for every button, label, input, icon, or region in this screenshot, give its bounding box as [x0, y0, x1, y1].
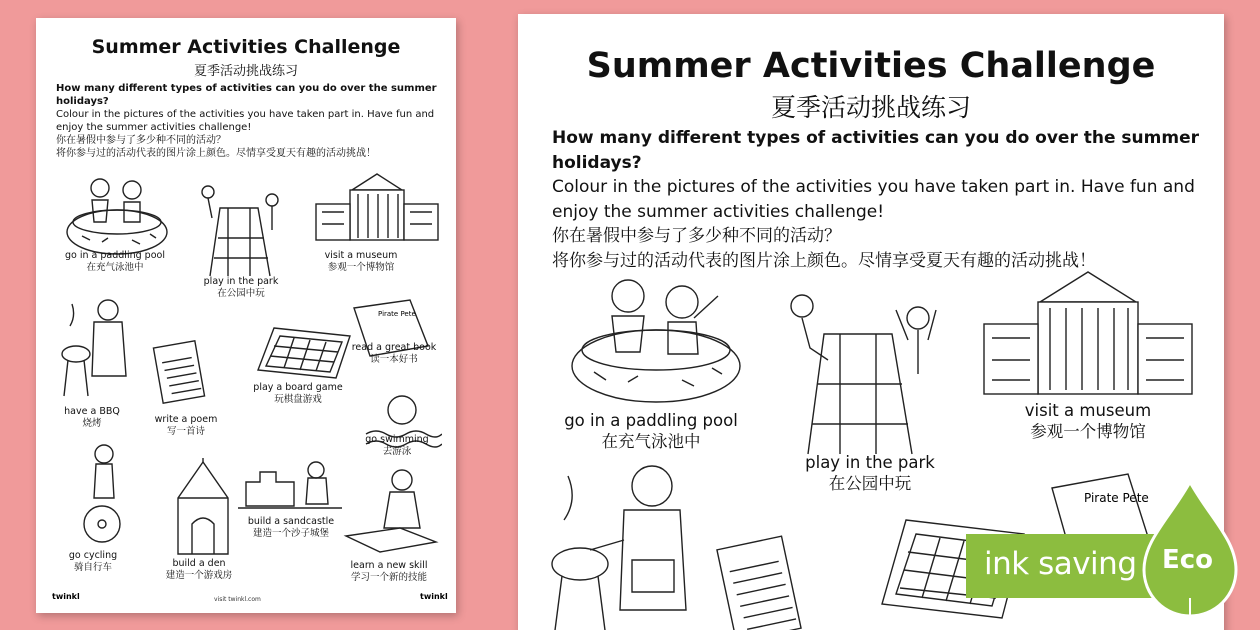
question-chinese: 你在暑假中参与了多少种不同的活动？: [56, 135, 226, 146]
ink-saving-label: ink saving: [984, 546, 1137, 582]
instruction-chinese: 将你参与过的活动代表的图片涂上颜色。尽情享受夏天有趣的活动挑战！: [552, 250, 1096, 271]
book-cover-text: Pirate Pete: [378, 310, 416, 318]
twinkl-logo-right: twinkl: [420, 592, 448, 601]
question: How many different types of activities can you do over the summer holidays?: [552, 128, 1199, 173]
activity-label: play a board game 玩棋盘游戏: [253, 382, 343, 405]
instruction-chinese: 将你参与过的活动代表的图片涂上颜色。尽情享受夏天有趣的活动挑战！: [56, 148, 376, 159]
intro-text: [552, 126, 1204, 273]
activity-label: learn a new skill 学习一个新的技能: [350, 560, 428, 583]
page-title: Summer Activities Challenge: [91, 36, 401, 58]
question-chinese: 你在暑假中参与了多少种不同的活动？: [552, 226, 841, 246]
den-picture: [172, 458, 234, 556]
museum-picture: [980, 268, 1196, 402]
bbq-picture: [540, 460, 700, 630]
twinkl-logo: twinkl: [52, 592, 80, 601]
instruction: Colour in the pictures of the activities you have taken part in. Have fun and enjoy the summer activities challenge!: [552, 177, 1195, 222]
new-skill-picture: [340, 466, 442, 556]
activity-label: play in the park 在公园中玩: [805, 453, 935, 493]
footer-url: visit twinkl.com: [214, 596, 261, 603]
notepad-picture: [712, 530, 812, 630]
park-picture: [782, 284, 942, 460]
activity-label: go in a paddling pool 在充气泳池中: [564, 411, 738, 451]
activity-label: visit a museum 参观一个博物馆: [324, 250, 398, 273]
eco-label: Eco: [1162, 545, 1214, 575]
activity-label: have a BBQ 烧烤: [64, 406, 120, 429]
activity-label: build a sandcastle 建造一个沙子城堡: [247, 516, 335, 539]
park-picture: [198, 178, 282, 278]
bbq-picture: [58, 296, 142, 402]
activity-label: read a great book 读一本好书: [351, 342, 437, 365]
activity-label: go in a paddling pool 在充气泳池中: [65, 250, 165, 273]
sandcastle-picture: [236, 452, 346, 514]
instruction: Colour in the pictures of the activities you have taken part in. Have fun and enjoy the summer activities challenge!: [56, 109, 435, 133]
activity-label: write a poem 写一首诗: [154, 414, 218, 437]
intro-text: [56, 82, 440, 160]
activity-label: play in the park 在公园中玩: [203, 276, 279, 299]
activity-label: go cycling 骑自行车: [68, 550, 118, 573]
museum-picture: [312, 170, 442, 250]
activity-label: build a den 建造一个游戏房: [165, 558, 233, 581]
worksheet-thumbnail: [36, 18, 456, 613]
paddling-pool-picture: [564, 268, 744, 408]
page-title: Summer Activities Challenge: [586, 46, 1156, 86]
activity-label: visit a museum 参观一个博物馆: [1024, 401, 1152, 441]
cycling-picture: [62, 442, 146, 546]
book-cover-text: Pirate Pete: [1084, 491, 1149, 505]
activity-label: go swimming 去游泳: [365, 434, 429, 457]
paddling-pool-picture: [62, 170, 172, 262]
notepad-picture: [150, 336, 214, 410]
question: How many different types of activities can you do over the summer holidays?: [56, 83, 437, 107]
page-subtitle-chinese: 夏季活动挑战练习: [193, 64, 298, 79]
page-subtitle-chinese: 夏季活动挑战练习: [770, 93, 971, 122]
